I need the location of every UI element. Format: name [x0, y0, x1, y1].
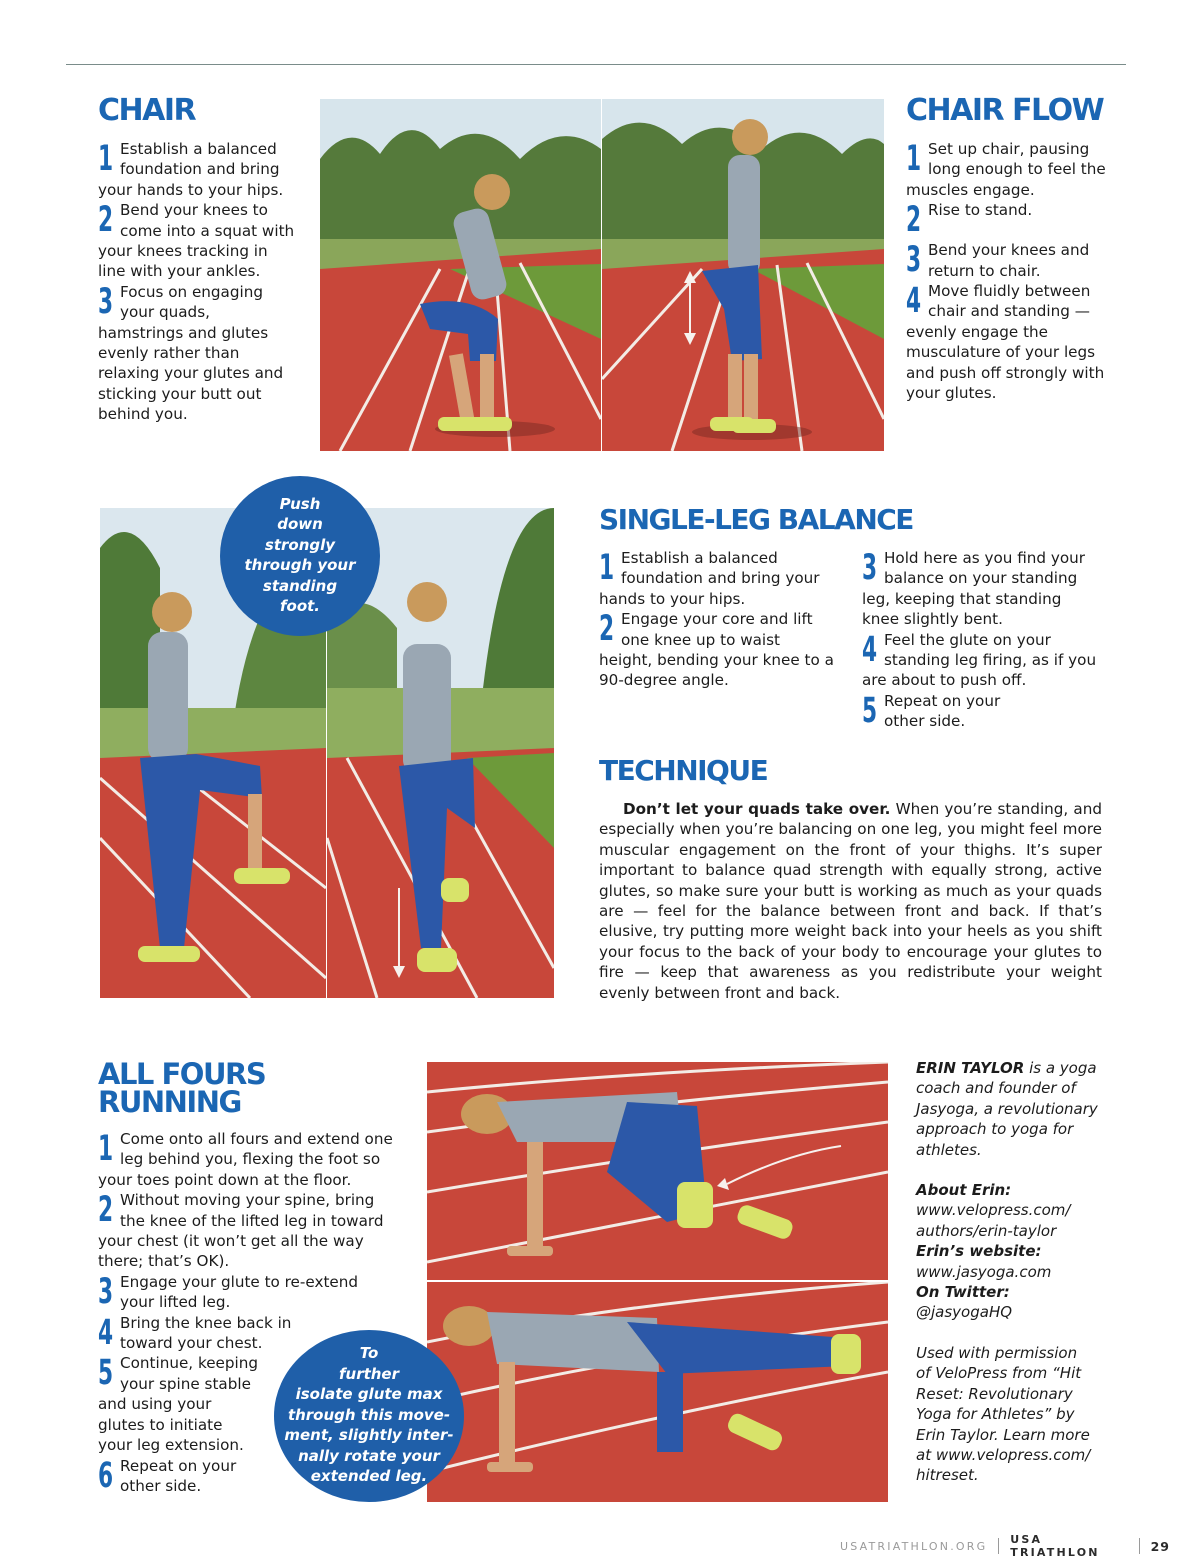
- top-rule: [66, 64, 1126, 65]
- bio-website-url[interactable]: www.jasyoga.com: [916, 1262, 1052, 1281]
- bio-permission: Used with permission of VeloPress from “Hit Reset: Revolutionary Yoga for Athletes” by Erin Taylor. Learn more at www.velopress.com/ hitreset.: [916, 1343, 1091, 1485]
- technique-lead: Don’t let your quads take over.: [623, 800, 891, 818]
- technique-text: When you’re standing, and especially when you’re balancing on one leg, you might feel more muscular engagement on the front of your thighs. It’s super important to balance quad strength with equally strong, active glutes, so make sure your butt is working as much as your quads are — feel for the balance between front and back. If that’s elusive, try putting more weight back into your heels as you shift your focus to the back of your body to encourage your glutes to fire — keep that awareness as you redistribute your weight evenly between front and back.: [599, 800, 1102, 1002]
- all-fours-step: 6 Repeat on your other side.: [98, 1455, 237, 1496]
- chair-step: 3 Focus on engaging your quads, hamstrings and glutes evenly rather than relaxing your glutes and sticking your butt out behind you.: [98, 281, 284, 424]
- bio-about-url[interactable]: www.velopress.com/ authors/erin-taylor: [916, 1201, 1071, 1240]
- single-leg-step: 3 Hold here as you find your balance on your standing leg, keeping that standing knee slightly bent.: [862, 548, 1086, 629]
- chair-title: CHAIR: [98, 93, 196, 128]
- bio-intro: ERIN TAYLOR is a yoga coach and founder of Jasyoga, a revolutionary approach to yoga for athletes.: [916, 1059, 1098, 1159]
- footer-divider: [998, 1538, 999, 1554]
- isolate-glute-callout-text: To further isolate glute max through this move- ment, slightly inter- nally rotate your extended leg.: [284, 1344, 454, 1486]
- bio-website-label: Erin’s website:: [916, 1242, 1042, 1261]
- push-down-callout-text: Push down strongly through your standing foot.: [244, 494, 356, 615]
- all-fours-step: 5 Continue, keeping your spine stable and using your glutes to initiate your leg extension.: [98, 1353, 259, 1455]
- single-leg-steps-col2: [862, 548, 1102, 732]
- single-leg-step: 5 Repeat on your other side.: [862, 690, 1001, 731]
- technique-title: TECHNIQUE: [599, 754, 768, 787]
- chair-photo-squat: [320, 99, 601, 451]
- footer-site[interactable]: USATRIATHLON.ORG: [840, 1539, 988, 1553]
- all-fours-step: 3 Engage your glute to re-extend your lifted leg.: [98, 1271, 359, 1312]
- all-fours-photo-knee-in: [427, 1062, 888, 1280]
- single-leg-step: 1 Establish a balanced foundation and bring your hands to your hips.: [599, 548, 820, 608]
- page-footer: [840, 1533, 1170, 1558]
- all-fours-title: ALL FOURS RUNNING: [98, 1057, 266, 1119]
- footer-magazine: USA TRIATHLON: [1010, 1533, 1100, 1558]
- single-leg-step: 2 Engage your core and lift one knee up to waist height, bending your knee to a 90-degree angle.: [599, 609, 834, 690]
- author-bio: [916, 1058, 1116, 1486]
- bio-twitter-handle[interactable]: @jasyogaHQ: [916, 1303, 1013, 1322]
- footer-divider: [1139, 1538, 1140, 1554]
- chair-flow-steps: [906, 139, 1106, 403]
- all-fours-step: 2 Without moving your spine, bring the knee of the lifted leg in toward your chest (it won’t get all the way there; that’s OK).: [98, 1190, 384, 1271]
- chair-flow-step: 4 Move fluidly between chair and standing — evenly engage the musculature of your legs and push off strongly with your glutes.: [906, 281, 1105, 403]
- bio-about-label: About Erin:: [916, 1181, 1012, 1200]
- bio-twitter-label: On Twitter:: [916, 1283, 1010, 1302]
- chair-flow-step: 3 Bend your knees and return to chair.: [906, 240, 1090, 281]
- chair-photo-stand: [602, 99, 884, 451]
- isolate-glute-callout: [274, 1330, 464, 1502]
- chair-steps: [98, 139, 298, 425]
- single-leg-title: SINGLE-LEG BALANCE: [599, 503, 913, 536]
- all-fours-step: 4 Bring the knee back in toward your chest.: [98, 1312, 292, 1353]
- technique-body: [599, 799, 1102, 1003]
- chair-flow-title: CHAIR FLOW: [906, 93, 1104, 128]
- all-fours-step: 1 Come onto all fours and extend one leg behind you, flexing the foot so your toes point down at the floor.: [98, 1129, 393, 1189]
- chair-flow-step: 2 Rise to stand.: [906, 200, 1033, 241]
- chair-step: 1 Establish a balanced foundation and bring your hands to your hips.: [98, 139, 284, 199]
- single-leg-step: 4 Feel the glute on your standing leg firing, as if you are about to push off.: [862, 629, 1097, 690]
- chair-step: 2 Bend your knees to come into a squat with your knees tracking in line with your ankles.: [98, 200, 295, 281]
- page-number: 29: [1150, 1538, 1170, 1554]
- push-down-callout: [220, 476, 380, 636]
- chair-flow-step: 1 Set up chair, pausing long enough to feel the muscles engage.: [906, 139, 1106, 199]
- single-leg-steps-col1: [599, 548, 835, 691]
- all-fours-photo-leg-extended: [427, 1282, 888, 1502]
